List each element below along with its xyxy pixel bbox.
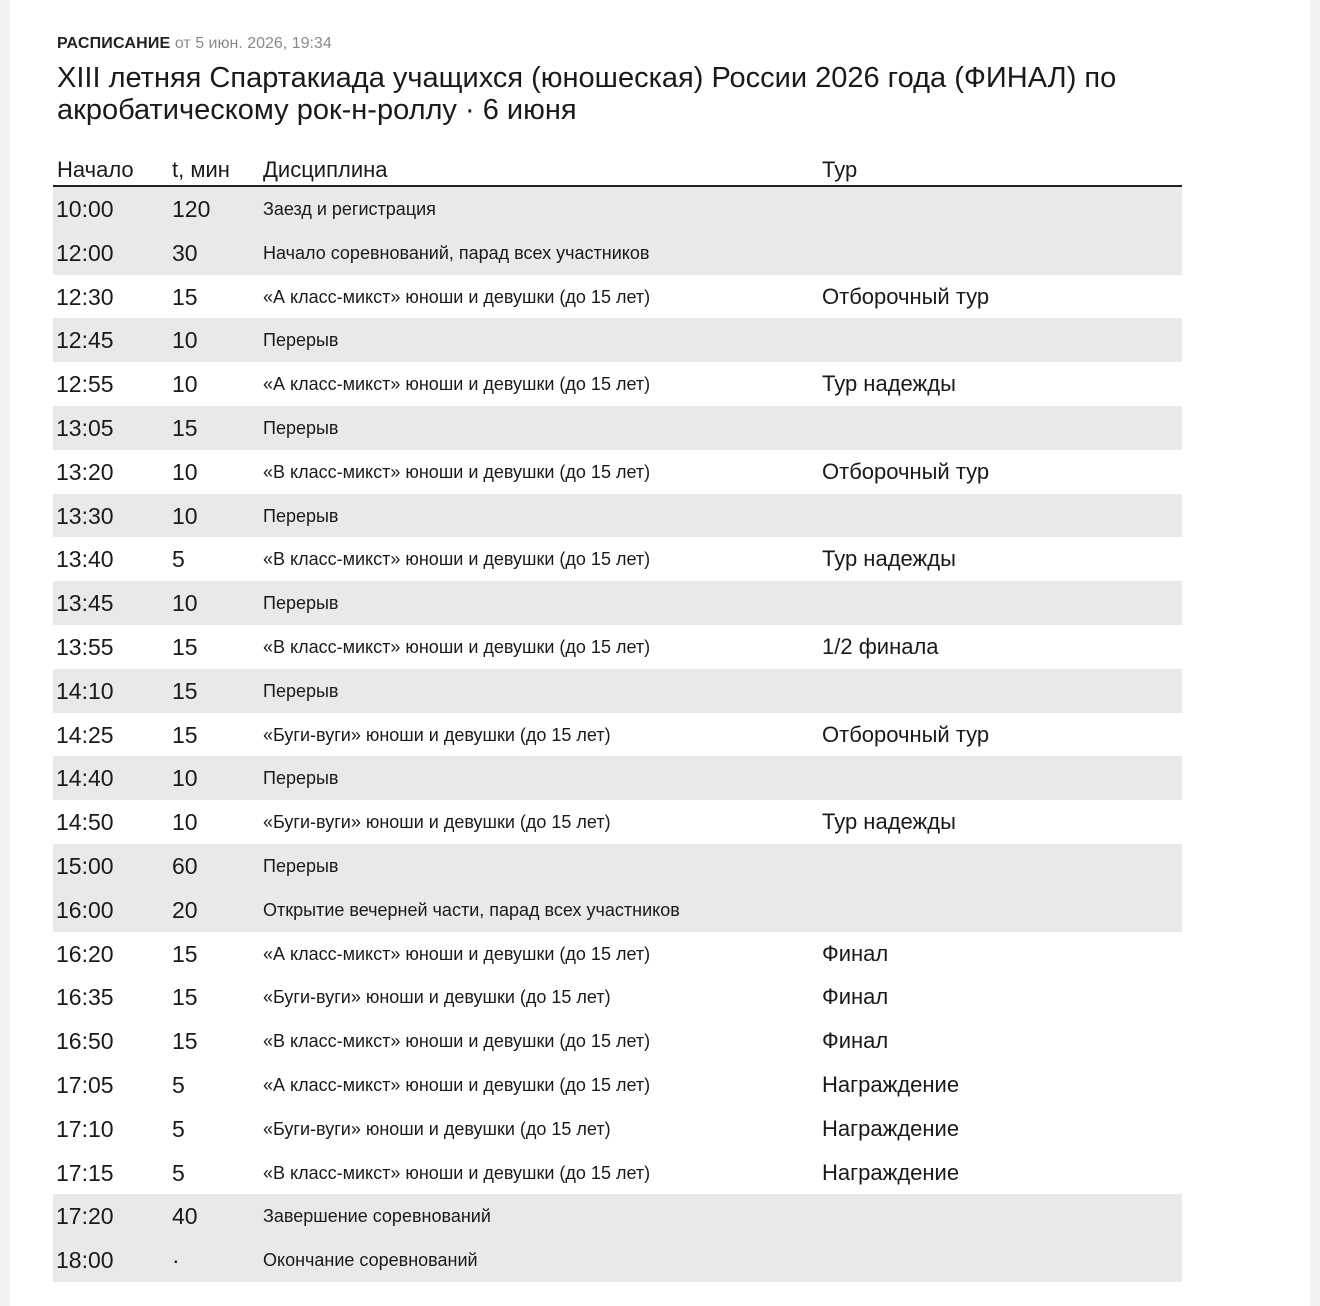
cell-duration: · (172, 1247, 180, 1274)
cell-discipline: «Буги-вуги» юноши и девушки (до 15 лет) (263, 724, 611, 745)
table-body (53, 187, 1182, 1282)
cell-duration: 120 (172, 196, 211, 222)
page-title: XIII летняя Спартакиада учащихся (юношеская) России 2026 года (ФИНАЛ) по акробатическому рок-н-роллу · 6 июня (57, 62, 1117, 126)
cell-duration: 10 (172, 590, 198, 617)
table-row (53, 888, 1182, 932)
cell-duration: 15 (172, 283, 198, 310)
cell-start: 13:40 (56, 546, 114, 573)
cell-duration: 10 (172, 765, 198, 792)
table-row (53, 362, 1182, 406)
cell-start: 17:20 (56, 1203, 114, 1230)
table-row (53, 450, 1182, 494)
column-header-duration: t, мин (172, 157, 230, 182)
cell-start: 16:20 (56, 940, 114, 967)
cell-duration: 10 (172, 458, 198, 485)
cell-discipline: «А класс-микст» юноши и девушки (до 15 лет) (263, 286, 651, 307)
cell-start: 13:55 (56, 633, 114, 660)
cell-discipline: «В класс-микст» юноши и девушки (до 15 лет) (263, 461, 651, 482)
table-row (53, 1019, 1182, 1063)
cell-duration: 15 (172, 721, 198, 748)
table-row (53, 1238, 1182, 1282)
cell-duration: 5 (172, 546, 185, 573)
cell-tour: Тур надежды (822, 371, 956, 397)
cell-start: 13:45 (56, 590, 114, 617)
table-row (53, 669, 1182, 713)
cell-tour: Награждение (822, 1071, 960, 1097)
cell-start: 10:00 (56, 196, 114, 222)
table-row (53, 537, 1182, 581)
cell-discipline: Перерыв (263, 417, 339, 438)
cell-duration: 15 (172, 677, 198, 704)
cell-discipline: «Буги-вуги» юноши и девушки (до 15 лет) (263, 1118, 611, 1139)
cell-duration: 10 (172, 809, 198, 836)
cell-start: 14:40 (56, 765, 114, 792)
cell-start: 12:55 (56, 371, 114, 398)
cell-duration: 15 (172, 414, 198, 441)
cell-duration: 15 (172, 1028, 198, 1055)
cell-tour: Отборочный тур (822, 458, 990, 484)
cell-start: 17:05 (56, 1071, 114, 1098)
cell-discipline: «Буги-вуги» юноши и девушки (до 15 лет) (263, 987, 611, 1008)
cell-start: 12:00 (56, 239, 114, 266)
cell-start: 18:00 (56, 1247, 114, 1274)
cell-discipline: Начало соревнований, парад всех участников (263, 242, 650, 263)
table-row (53, 756, 1182, 800)
cell-start: 17:10 (56, 1115, 114, 1142)
table-row (53, 713, 1182, 757)
cell-discipline: Открытие вечерней части, парад всех участников (263, 899, 680, 920)
schedule-sheet (10, 0, 1310, 1306)
schedule-date: от 5 июн. 2026, 19:34 (174, 35, 332, 52)
cell-duration: 60 (172, 852, 198, 879)
cell-tour: 1/2 финала (822, 633, 939, 659)
cell-start: 12:45 (56, 327, 114, 354)
cell-duration: 15 (172, 633, 198, 660)
table-row (53, 406, 1182, 450)
table-row (53, 581, 1182, 625)
cell-discipline: «Буги-вуги» юноши и девушки (до 15 лет) (263, 812, 611, 833)
cell-start: 13:30 (56, 502, 114, 529)
cell-duration: 10 (172, 371, 198, 398)
cell-start: 12:30 (56, 283, 114, 310)
cell-tour: Отборочный тур (822, 283, 990, 309)
cell-duration: 15 (172, 984, 198, 1011)
cell-start: 14:10 (56, 677, 114, 704)
cell-duration: 15 (172, 940, 198, 967)
column-header-discipline: Дисциплина (263, 157, 388, 182)
cell-discipline: Окончание соревнований (263, 1250, 478, 1271)
column-header-start: Начало (57, 157, 134, 182)
table-row (53, 932, 1182, 976)
cell-duration: 40 (172, 1203, 198, 1230)
cell-start: 13:05 (56, 414, 114, 441)
cell-start: 13:20 (56, 458, 114, 485)
cell-discipline: Перерыв (263, 680, 339, 701)
cell-tour: Финал (822, 984, 889, 1010)
cell-duration: 20 (172, 896, 198, 923)
table-row (53, 800, 1182, 844)
cell-discipline: Перерыв (263, 768, 339, 789)
table-row (53, 231, 1182, 275)
table-row (53, 975, 1182, 1019)
cell-discipline: «В класс-микст» юноши и девушки (до 15 лет) (263, 549, 651, 570)
cell-start: 17:15 (56, 1159, 114, 1186)
table-row (53, 844, 1182, 888)
cell-discipline: Перерыв (263, 593, 339, 614)
cell-discipline: Перерыв (263, 855, 339, 876)
cell-discipline: «В класс-микст» юноши и девушки (до 15 лет) (263, 1031, 651, 1052)
table-row (53, 275, 1182, 319)
schedule-meta (57, 34, 332, 54)
table-row (53, 318, 1182, 362)
cell-start: 15:00 (56, 852, 114, 879)
cell-start: 14:50 (56, 809, 114, 836)
cell-discipline: «В класс-микст» юноши и девушки (до 15 лет) (263, 1162, 651, 1183)
cell-discipline: «А класс-микст» юноши и девушки (до 15 лет) (263, 374, 651, 395)
table-row (53, 494, 1182, 538)
cell-duration: 5 (172, 1115, 185, 1142)
cell-duration: 5 (172, 1159, 185, 1186)
table-row (53, 1063, 1182, 1107)
table-row (53, 625, 1182, 669)
cell-tour: Тур надежды (822, 546, 956, 572)
column-header-tour: Тур (822, 157, 858, 182)
cell-start: 16:35 (56, 984, 114, 1011)
cell-discipline: Перерыв (263, 505, 339, 526)
cell-tour: Награждение (822, 1159, 960, 1185)
cell-discipline: Заезд и регистрация (263, 199, 436, 219)
cell-tour: Финал (822, 1028, 889, 1054)
table-row (53, 1194, 1182, 1238)
table-row (53, 1107, 1182, 1151)
schedule-label: РАСПИСАНИЕ (57, 35, 171, 52)
cell-discipline: «А класс-микст» юноши и девушки (до 15 лет) (263, 943, 651, 964)
schedule-table (53, 153, 1182, 1282)
cell-discipline: Перерыв (263, 330, 339, 351)
table-row (53, 1151, 1182, 1195)
cell-duration: 5 (172, 1071, 185, 1098)
cell-duration: 30 (172, 239, 198, 266)
cell-tour: Отборочный тур (822, 721, 990, 747)
cell-tour: Финал (822, 940, 889, 966)
cell-tour: Тур надежды (822, 809, 956, 835)
cell-discipline: Завершение соревнований (263, 1206, 491, 1227)
cell-start: 14:25 (56, 721, 114, 748)
cell-discipline: «В класс-микст» юноши и девушки (до 15 лет) (263, 636, 651, 657)
table-header (53, 153, 1182, 187)
table-row (53, 187, 1182, 231)
cell-duration: 10 (172, 502, 198, 529)
cell-tour: Награждение (822, 1115, 960, 1141)
cell-discipline: «А класс-микст» юноши и девушки (до 15 лет) (263, 1074, 651, 1095)
cell-start: 16:00 (56, 896, 114, 923)
cell-start: 16:50 (56, 1028, 114, 1055)
cell-duration: 10 (172, 327, 198, 354)
